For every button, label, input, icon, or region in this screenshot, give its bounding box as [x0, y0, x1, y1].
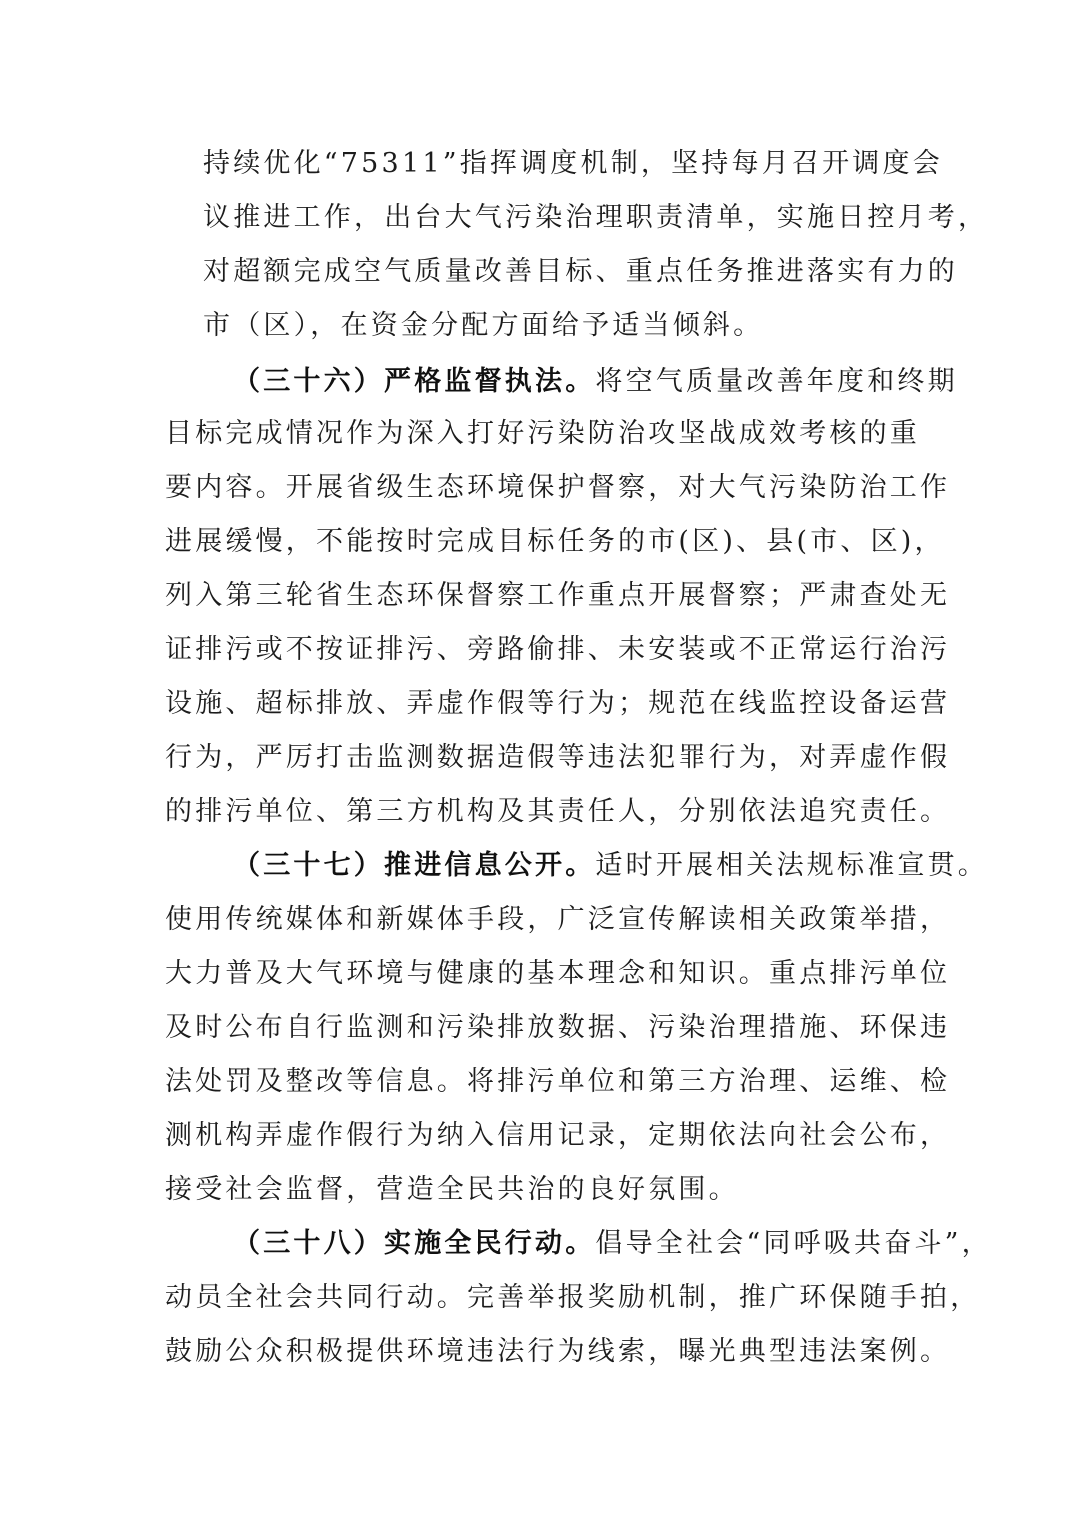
body-text-line: 要内容。开展省级生态环境保护督察，对大气污染防治工作 [165, 472, 951, 503]
section-heading: 推进信息公开。 [384, 850, 596, 881]
body-text-line: 接受社会监督，营造全民共治的良好氛围。 [165, 1174, 739, 1205]
body-text-line: 市（区），在资金分配方面给予适当倾斜。 [203, 310, 764, 341]
body-text-line: 目标完成情况作为深入打好污染防治攻坚战成效考核的重 [165, 418, 920, 449]
body-text-line: 列入第三轮省生态环保督察工作重点开展督察；严肃查处无 [165, 580, 951, 611]
body-text-line: 使用传统媒体和新媒体手段，广泛宣传解读相关政策举措， [165, 904, 951, 935]
body-text-line: 持续优化“75311”指挥调度机制，坚持每月召开调度会 [203, 148, 943, 179]
body-text-line: 证排污或不按证排污、旁路偷排、未安装或不正常运行治污 [165, 634, 951, 665]
body-text-line: 行为，严厉打击监测数据造假等违法犯罪行为，对弄虚作假 [165, 742, 951, 773]
body-text-line: 动员全社会共同行动。完善举报奖励机制，推广环保随手拍， [165, 1282, 981, 1313]
section-number: （三十八） [233, 1228, 384, 1259]
body-text-line: 鼓励公众积极提供环境违法行为线索，曝光典型违法案例。 [165, 1336, 951, 1367]
body-text-line: 进展缓慢，不能按时完成目标任务的市(区)、县(市、区)， [165, 526, 945, 557]
section-36-first-line [233, 364, 958, 400]
body-text-line: 法处罚及整改等信息。将排污单位和第三方治理、运维、检 [165, 1066, 951, 1097]
body-text-line: 的排污单位、第三方机构及其责任人，分别依法追究责任。 [165, 796, 951, 827]
section-heading: 严格监督执法。 [384, 366, 596, 397]
section-heading: 实施全民行动。 [384, 1228, 596, 1259]
body-text: 适时开展相关法规标准宣贯。 [595, 850, 989, 881]
body-text: 将空气质量改善年度和终期 [595, 366, 958, 397]
body-text-line: 大力普及大气环境与健康的基本理念和知识。重点排污单位 [165, 958, 951, 989]
body-text-line: 设施、超标排放、弄虚作假等行为；规范在线监控设备运营 [165, 688, 951, 719]
section-38-first-line [233, 1226, 992, 1262]
section-number: （三十七） [233, 850, 384, 881]
body-text: 倡导全社会“同呼吸共奋斗”， [595, 1228, 992, 1259]
section-37-first-line [233, 848, 989, 884]
body-text-line: 测机构弄虚作假行为纳入信用记录，定期依法向社会公布， [165, 1120, 951, 1151]
body-text-line: 及时公布自行监测和污染排放数据、污染治理措施、环保违 [165, 1012, 951, 1043]
section-number: （三十六） [233, 366, 384, 397]
body-text-line: 议推进工作，出台大气污染治理职责清单，实施日控月考， [203, 202, 989, 233]
body-text-line: 对超额完成空气质量改善目标、重点任务推进落实有力的 [203, 256, 958, 287]
